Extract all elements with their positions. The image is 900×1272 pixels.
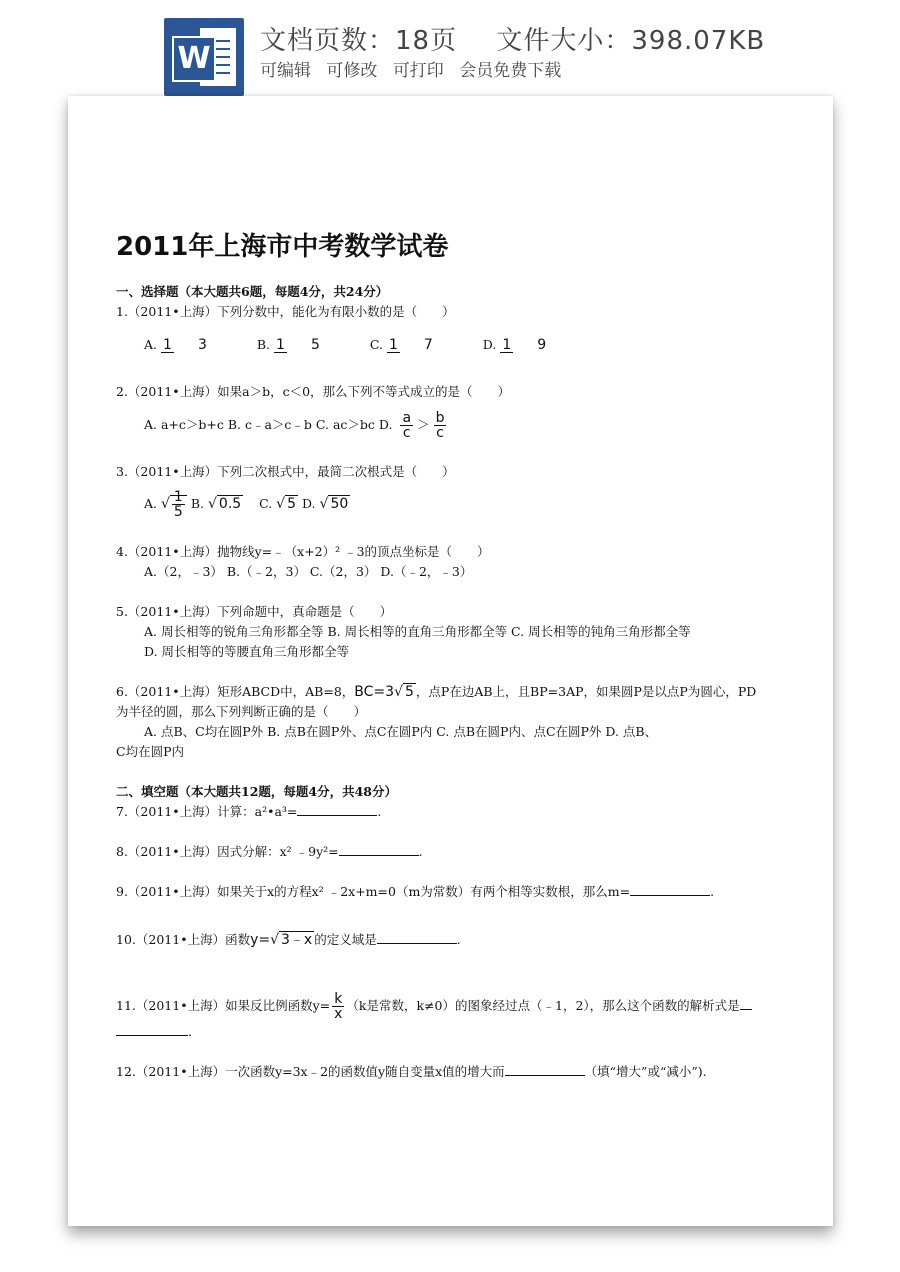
question-10: 10.（2011•上海）函数y=√ 3﹣x 的定义域是 . xyxy=(116,932,461,948)
q2-d-gt: ＞ xyxy=(417,417,430,432)
question-6-line1: 6.（2011•上海）矩形ABCD中，AB=8，BC=3√ 5 ，点P在边AB上，且BP=3AP，如果圆P是以点P为圆心，PD xyxy=(116,684,757,700)
section-heading-choice: 一、选择题（本大题共6题，每题4分，共24分） xyxy=(116,284,389,299)
question-4-options: A.（2，﹣3） B.（﹣2，3） C.（2，3） D.（﹣2，﹣3） xyxy=(144,564,473,579)
question-8: 8.（2011•上海）因式分解：x² ﹣9y²= . xyxy=(116,844,423,859)
q7-answer-blank xyxy=(297,803,377,816)
question-11: 11.（2011•上海）如果反比例函数y= $\frac{k}{x}$ （k是常数，k≠0）的图象经过点（﹣1，2），那么这个函数的解析式是 xyxy=(116,992,752,1021)
q6-bc-formula: BC=3√ 5 xyxy=(354,684,414,700)
q11-function-y: y= xyxy=(312,998,331,1013)
file-info xyxy=(260,20,795,57)
document-page xyxy=(68,96,833,1226)
question-3-options: A. √ $\frac{1}{5}$ B. √ 0.5 C. √ 5 D. √ 50 xyxy=(144,488,349,520)
question-5-options-line1: A. 周长相等的锐角三角形都全等 B. 周长相等的直角三角形都全等 C. 周长相等的钝角三角形都全等 xyxy=(144,624,691,639)
question-9: 9.（2011•上海）如果关于x的方程x² ﹣2x+m=0（m为常数）有两个相等实数根，那么m= . xyxy=(116,884,715,899)
q11-fraction: $\frac{k}{x}$ xyxy=(334,991,343,1022)
page-count: 文档页数：18页 xyxy=(260,26,458,56)
question-6-options-line1: A. 点B、C均在圆P外 B. 点B在圆P外、点C在圆P内 C. 点B在圆P内、点C在圆P外 D. 点B、 xyxy=(144,724,658,739)
q11-answer-blank-start xyxy=(740,997,752,1010)
question-1: 1.（2011•上海）下列分数中，能化为有限小数的是（ ） xyxy=(116,304,455,319)
question-1-options xyxy=(144,328,592,362)
word-letter: W xyxy=(172,36,216,82)
feature-member-download: 会员免费下载 xyxy=(459,61,562,81)
q3-option-b-radical: √ 0.5 xyxy=(207,496,242,512)
q2-d-right-fraction: $\frac{b}{c}$ xyxy=(435,410,445,441)
q10-function-formula: y=√ 3﹣x xyxy=(250,932,313,948)
question-5-options-line2: D. 周长相等的等腰直角三角形都全等 xyxy=(144,644,350,659)
q1-option-a: A. 1 3 xyxy=(144,337,207,353)
question-7: 7.（2011•上海）计算：a²•a³= . xyxy=(116,804,382,819)
q2-options-abc: A. a+c＞b+c B. c﹣a＞c﹣b C. ac＞bc D. xyxy=(144,417,393,432)
q3-option-a-radical: √ $\frac{1}{5}$ xyxy=(161,495,187,512)
question-3: 3.（2011•上海）下列二次根式中，最简二次根式是（ ） xyxy=(116,464,455,479)
q3-option-c-radical: √ 5 xyxy=(276,496,296,512)
q11-answer-blank xyxy=(116,1023,188,1036)
question-4: 4.（2011•上海）抛物线y=﹣（x+2）² ﹣3的顶点坐标是（ ） xyxy=(116,544,490,559)
feature-list xyxy=(260,56,571,81)
question-11-line2: . xyxy=(116,1022,192,1042)
question-6-options-line2: C均在圆P内 xyxy=(116,744,184,759)
q9-answer-blank xyxy=(630,883,710,896)
q1-option-b: B. 1 5 xyxy=(256,337,320,353)
question-12: 12.（2011•上海）一次函数y=3x﹣2的函数值y随自变量x值的增大而 （填“增大”或“减小”). xyxy=(116,1064,707,1079)
section-heading-fill: 二、填空题（本大题共12题，每题4分，共48分） xyxy=(116,784,397,799)
q2-d-left-fraction: $\frac{a}{c}$ xyxy=(402,410,412,441)
question-6-line2: 为半径的圆，那么下列判断正确的是（ ） xyxy=(116,704,367,719)
q8-answer-blank xyxy=(339,843,419,856)
file-size: 文件大小：398.07KB xyxy=(496,26,766,56)
q1-option-d: D. 1 9 xyxy=(482,337,547,353)
q1-option-c: C. 1 7 xyxy=(369,337,433,353)
page-title: 2011年上海市中考数学试卷 xyxy=(116,232,449,262)
feature-modifiable: 可修改 xyxy=(326,61,378,81)
feature-printable: 可打印 xyxy=(392,61,444,81)
q10-answer-blank xyxy=(377,931,457,944)
question-2: 2.（2011•上海）如果a＞b，c＜0，那么下列不等式成立的是（ ） xyxy=(116,384,511,399)
word-document-icon xyxy=(164,18,244,96)
question-2-options xyxy=(144,408,450,442)
q3-option-d-radical: √ 50 xyxy=(319,496,349,512)
feature-editable: 可编辑 xyxy=(260,61,311,81)
q12-answer-blank xyxy=(505,1063,585,1076)
question-5: 5.（2011•上海）下列命题中，真命题是（ ） xyxy=(116,604,393,619)
